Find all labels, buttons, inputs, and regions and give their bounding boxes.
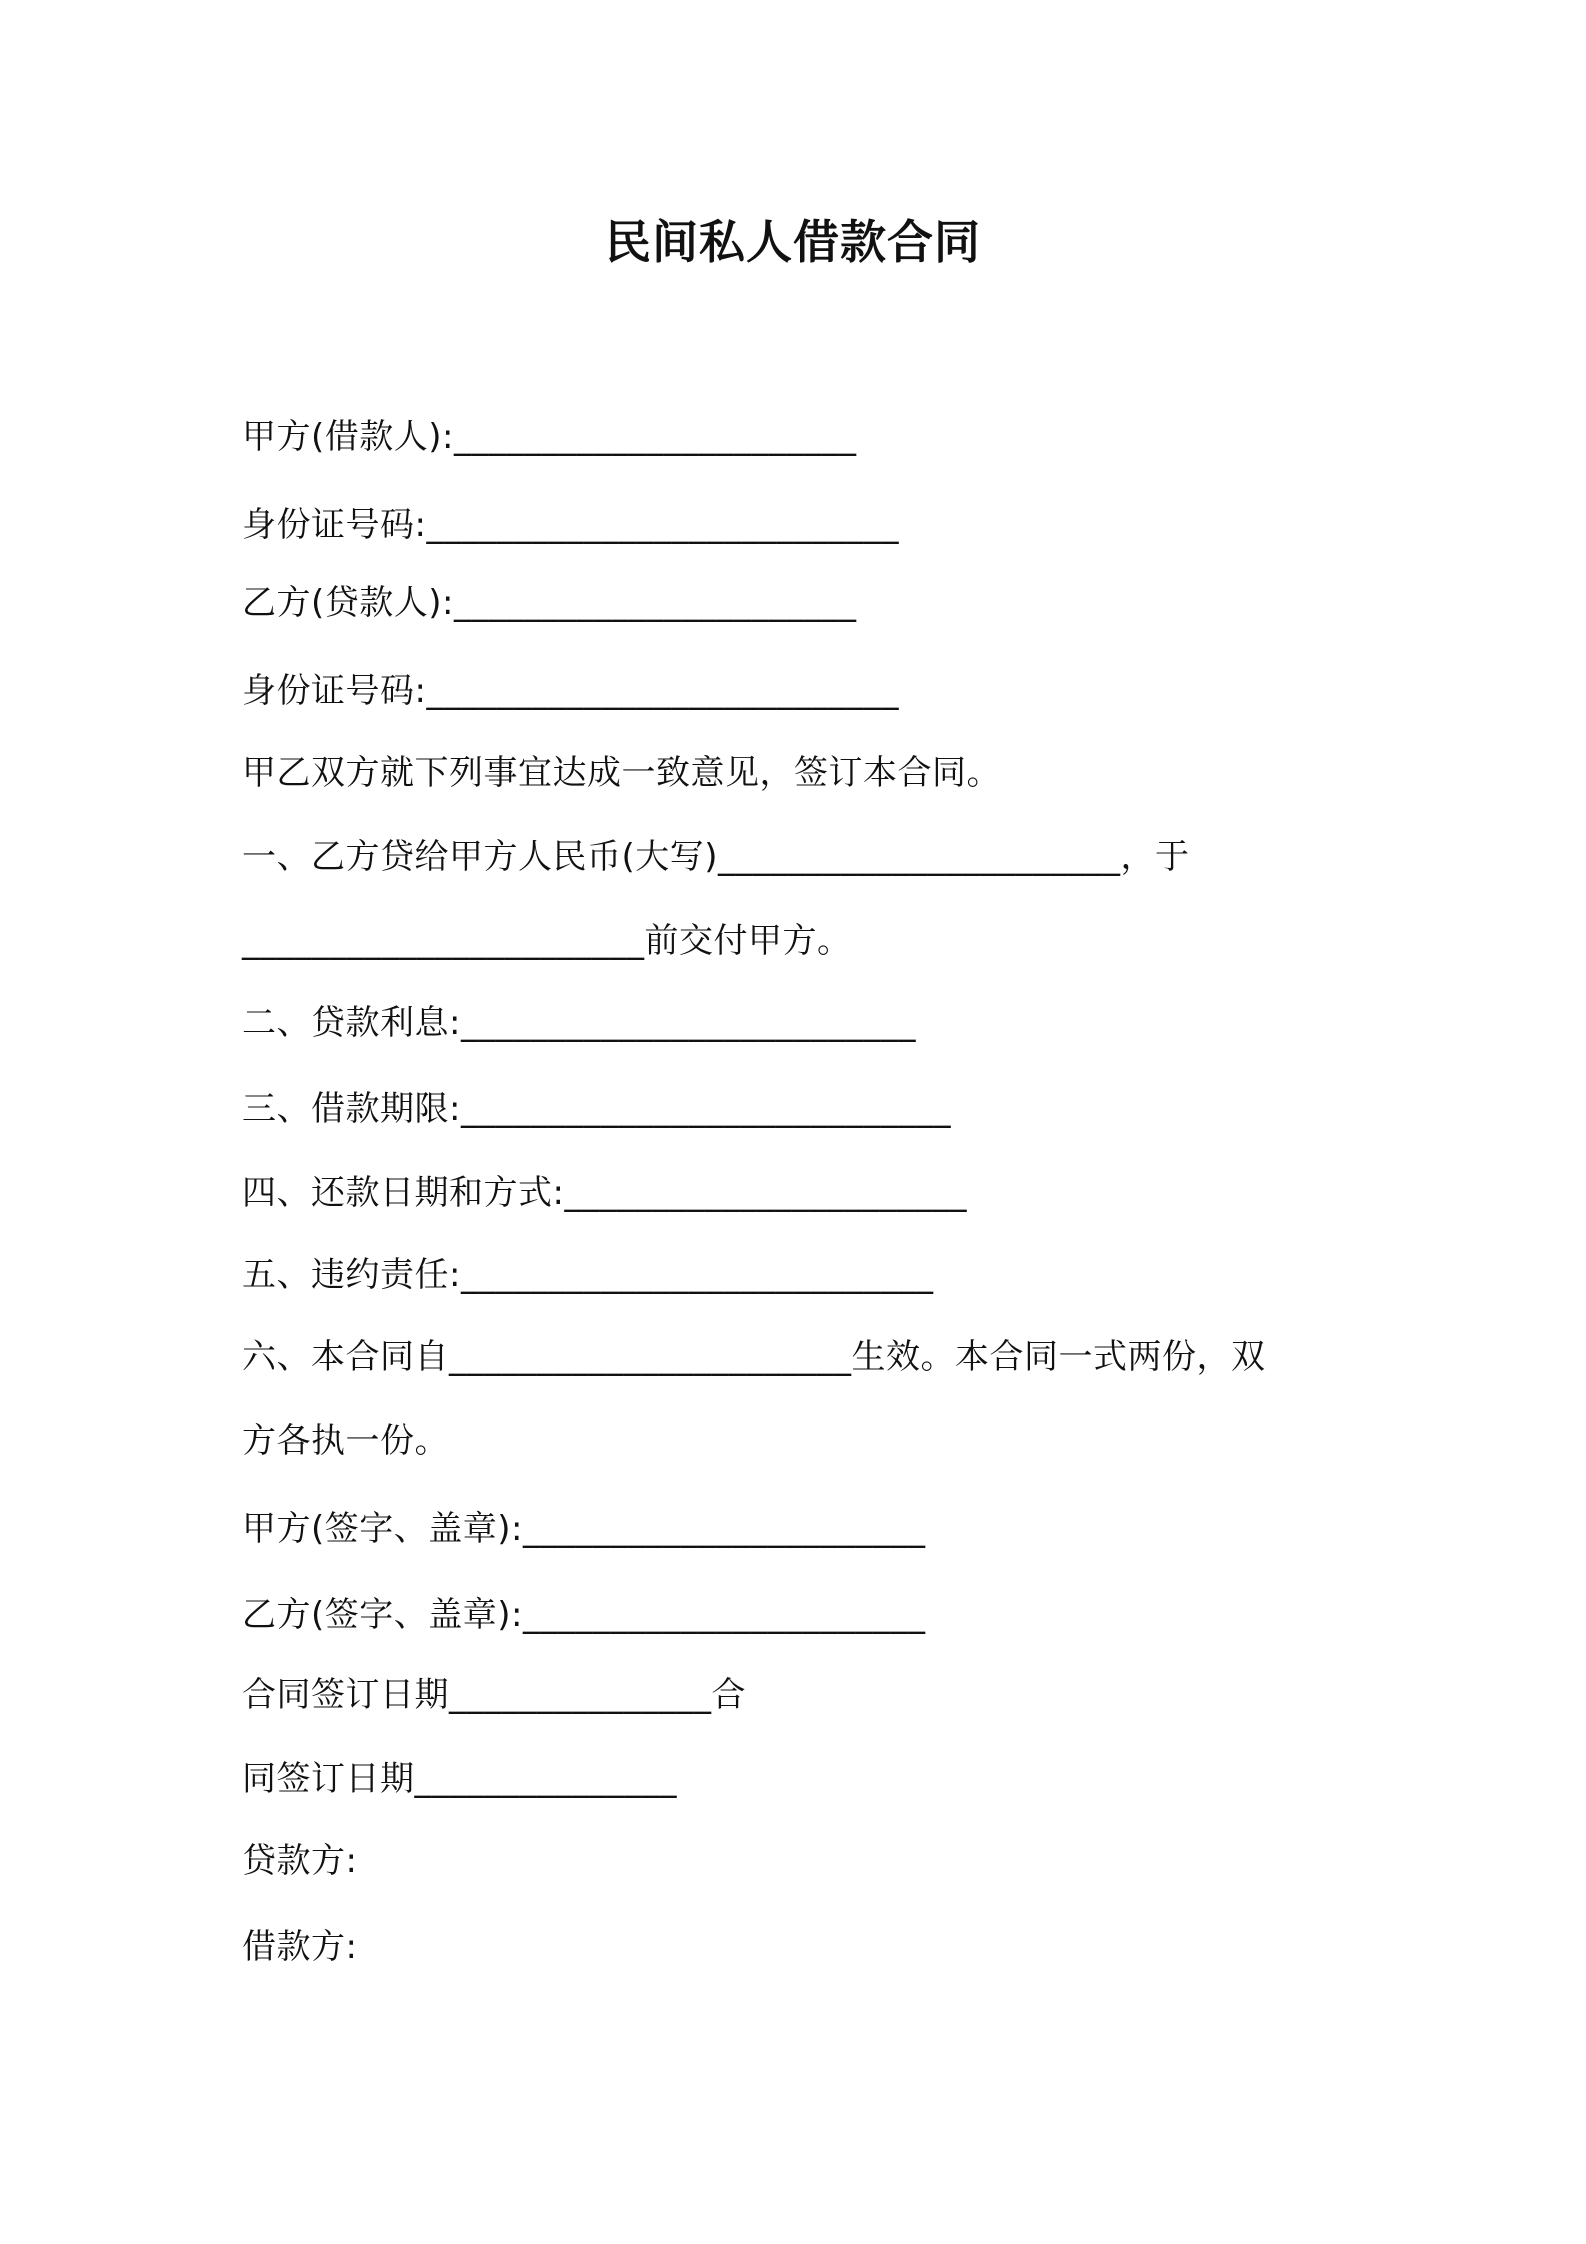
- party-b-lender-line: 乙方(贷款人):_______________________: [242, 583, 857, 623]
- party-b-id-line: 身份证号码:___________________________: [242, 671, 899, 711]
- party-a-signature-line: 甲方(签字、盖章):_______________________: [242, 1509, 926, 1549]
- clause-5-liability-line: 五、违约责任:___________________________: [242, 1255, 934, 1295]
- clause-2-interest-line: 二、贷款利息:__________________________: [242, 1003, 916, 1043]
- party-b-signature-line: 乙方(签字、盖章):_______________________: [242, 1595, 926, 1635]
- document-title: 民间私人借款合同: [605, 215, 981, 269]
- party-a-borrower-line: 甲方(借款人):_______________________: [242, 417, 857, 457]
- borrower-label: 借款方:: [242, 1927, 358, 1967]
- signing-date-line-2: 同签订日期_______________: [242, 1759, 677, 1799]
- clause-6-effective-line: 六、本合同自_______________________生效。本合同一式两份，双: [242, 1337, 1266, 1377]
- clause-4-repayment-line: 四、还款日期和方式:_______________________: [242, 1173, 967, 1213]
- lender-label: 贷款方:: [242, 1841, 358, 1881]
- clause-6-continued-line: 方各执一份。: [242, 1421, 449, 1461]
- clause-1-continued-line: _______________________前交付甲方。: [242, 921, 852, 961]
- clause-1-line: 一、乙方贷给甲方人民币(大写)_______________________，于: [242, 837, 1190, 877]
- clause-3-term-line: 三、借款期限:____________________________: [242, 1089, 951, 1129]
- agreement-intro-line: 甲乙双方就下列事宜达成一致意见，签订本合同。: [242, 753, 1001, 793]
- party-a-id-line: 身份证号码:___________________________: [242, 505, 899, 545]
- signing-date-line-1: 合同签订日期_______________合: [242, 1675, 746, 1715]
